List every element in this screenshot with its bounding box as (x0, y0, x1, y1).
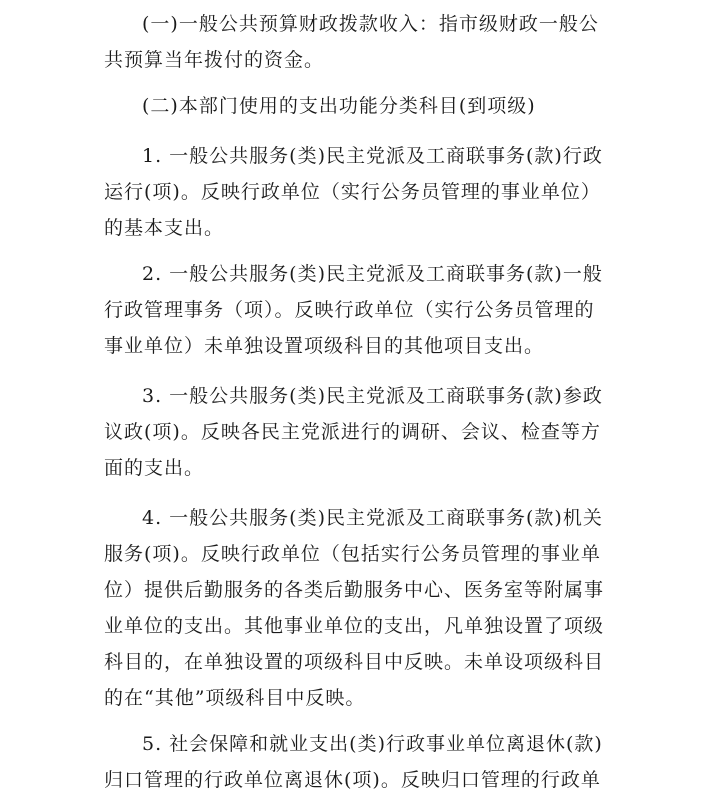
text-line: 的基本支出。 (104, 217, 225, 239)
text-line: 5. 社会保障和就业支出(类)行政事业单位离退休(款) (142, 733, 603, 755)
paragraph-item-5 (104, 726, 604, 798)
text-line: 4. 一般公共服务(类)民主党派及工商联事务(款)机关 (142, 507, 603, 529)
text-line: 议政(项)。反映各民主党派进行的调研、会议、检查等方 (104, 421, 601, 443)
text-line: 业单位的支出。其他事业单位的支出，凡单独设置了项级 (104, 615, 605, 637)
text-line: 服务(项)。反映行政单位（包括实行公务员管理的事业单 (104, 543, 601, 565)
paragraph-item-4 (104, 500, 604, 716)
text-line: 事业单位）未单独设置项级科目的其他项目支出。 (104, 335, 545, 357)
text-line: 归口管理的行政单位离退休(项)。反映归口管理的行政单 (104, 769, 601, 791)
paragraph-item-2 (104, 256, 604, 364)
text-line: 3. 一般公共服务(类)民主党派及工商联事务(款)参政 (142, 385, 603, 407)
text-line: 行政管理事务（项）。反映行政单位（实行公务员管理的 (104, 299, 595, 321)
text-line: 共预算当年拨付的资金。 (104, 49, 325, 71)
paragraph-budget-income (104, 6, 604, 78)
paragraph-item-3 (104, 378, 604, 486)
text-line: 面的支出。 (104, 457, 205, 479)
text-line: (二)本部门使用的支出功能分类科目(到项级) (142, 95, 536, 117)
text-line: 1. 一般公共服务(类)民主党派及工商联事务(款)行政 (142, 145, 603, 167)
text-line: 科目的，在单独设置的项级科目中反映。未单设项级科目 (104, 651, 605, 673)
paragraph-section-heading (104, 88, 604, 124)
text-line: 的在“其他”项级科目中反映。 (104, 687, 366, 709)
text-line: 2. 一般公共服务(类)民主党派及工商联事务(款)一般 (142, 263, 603, 285)
text-line: 运行(项)。反映行政单位（实行公务员管理的事业单位） (104, 181, 601, 203)
text-line: (一)一般公共预算财政拨款收入：指市级财政一般公 (142, 13, 599, 35)
text-line: 位）提供后勤服务的各类后勤服务中心、医务室等附属事 (104, 579, 605, 601)
paragraph-item-1 (104, 138, 604, 246)
